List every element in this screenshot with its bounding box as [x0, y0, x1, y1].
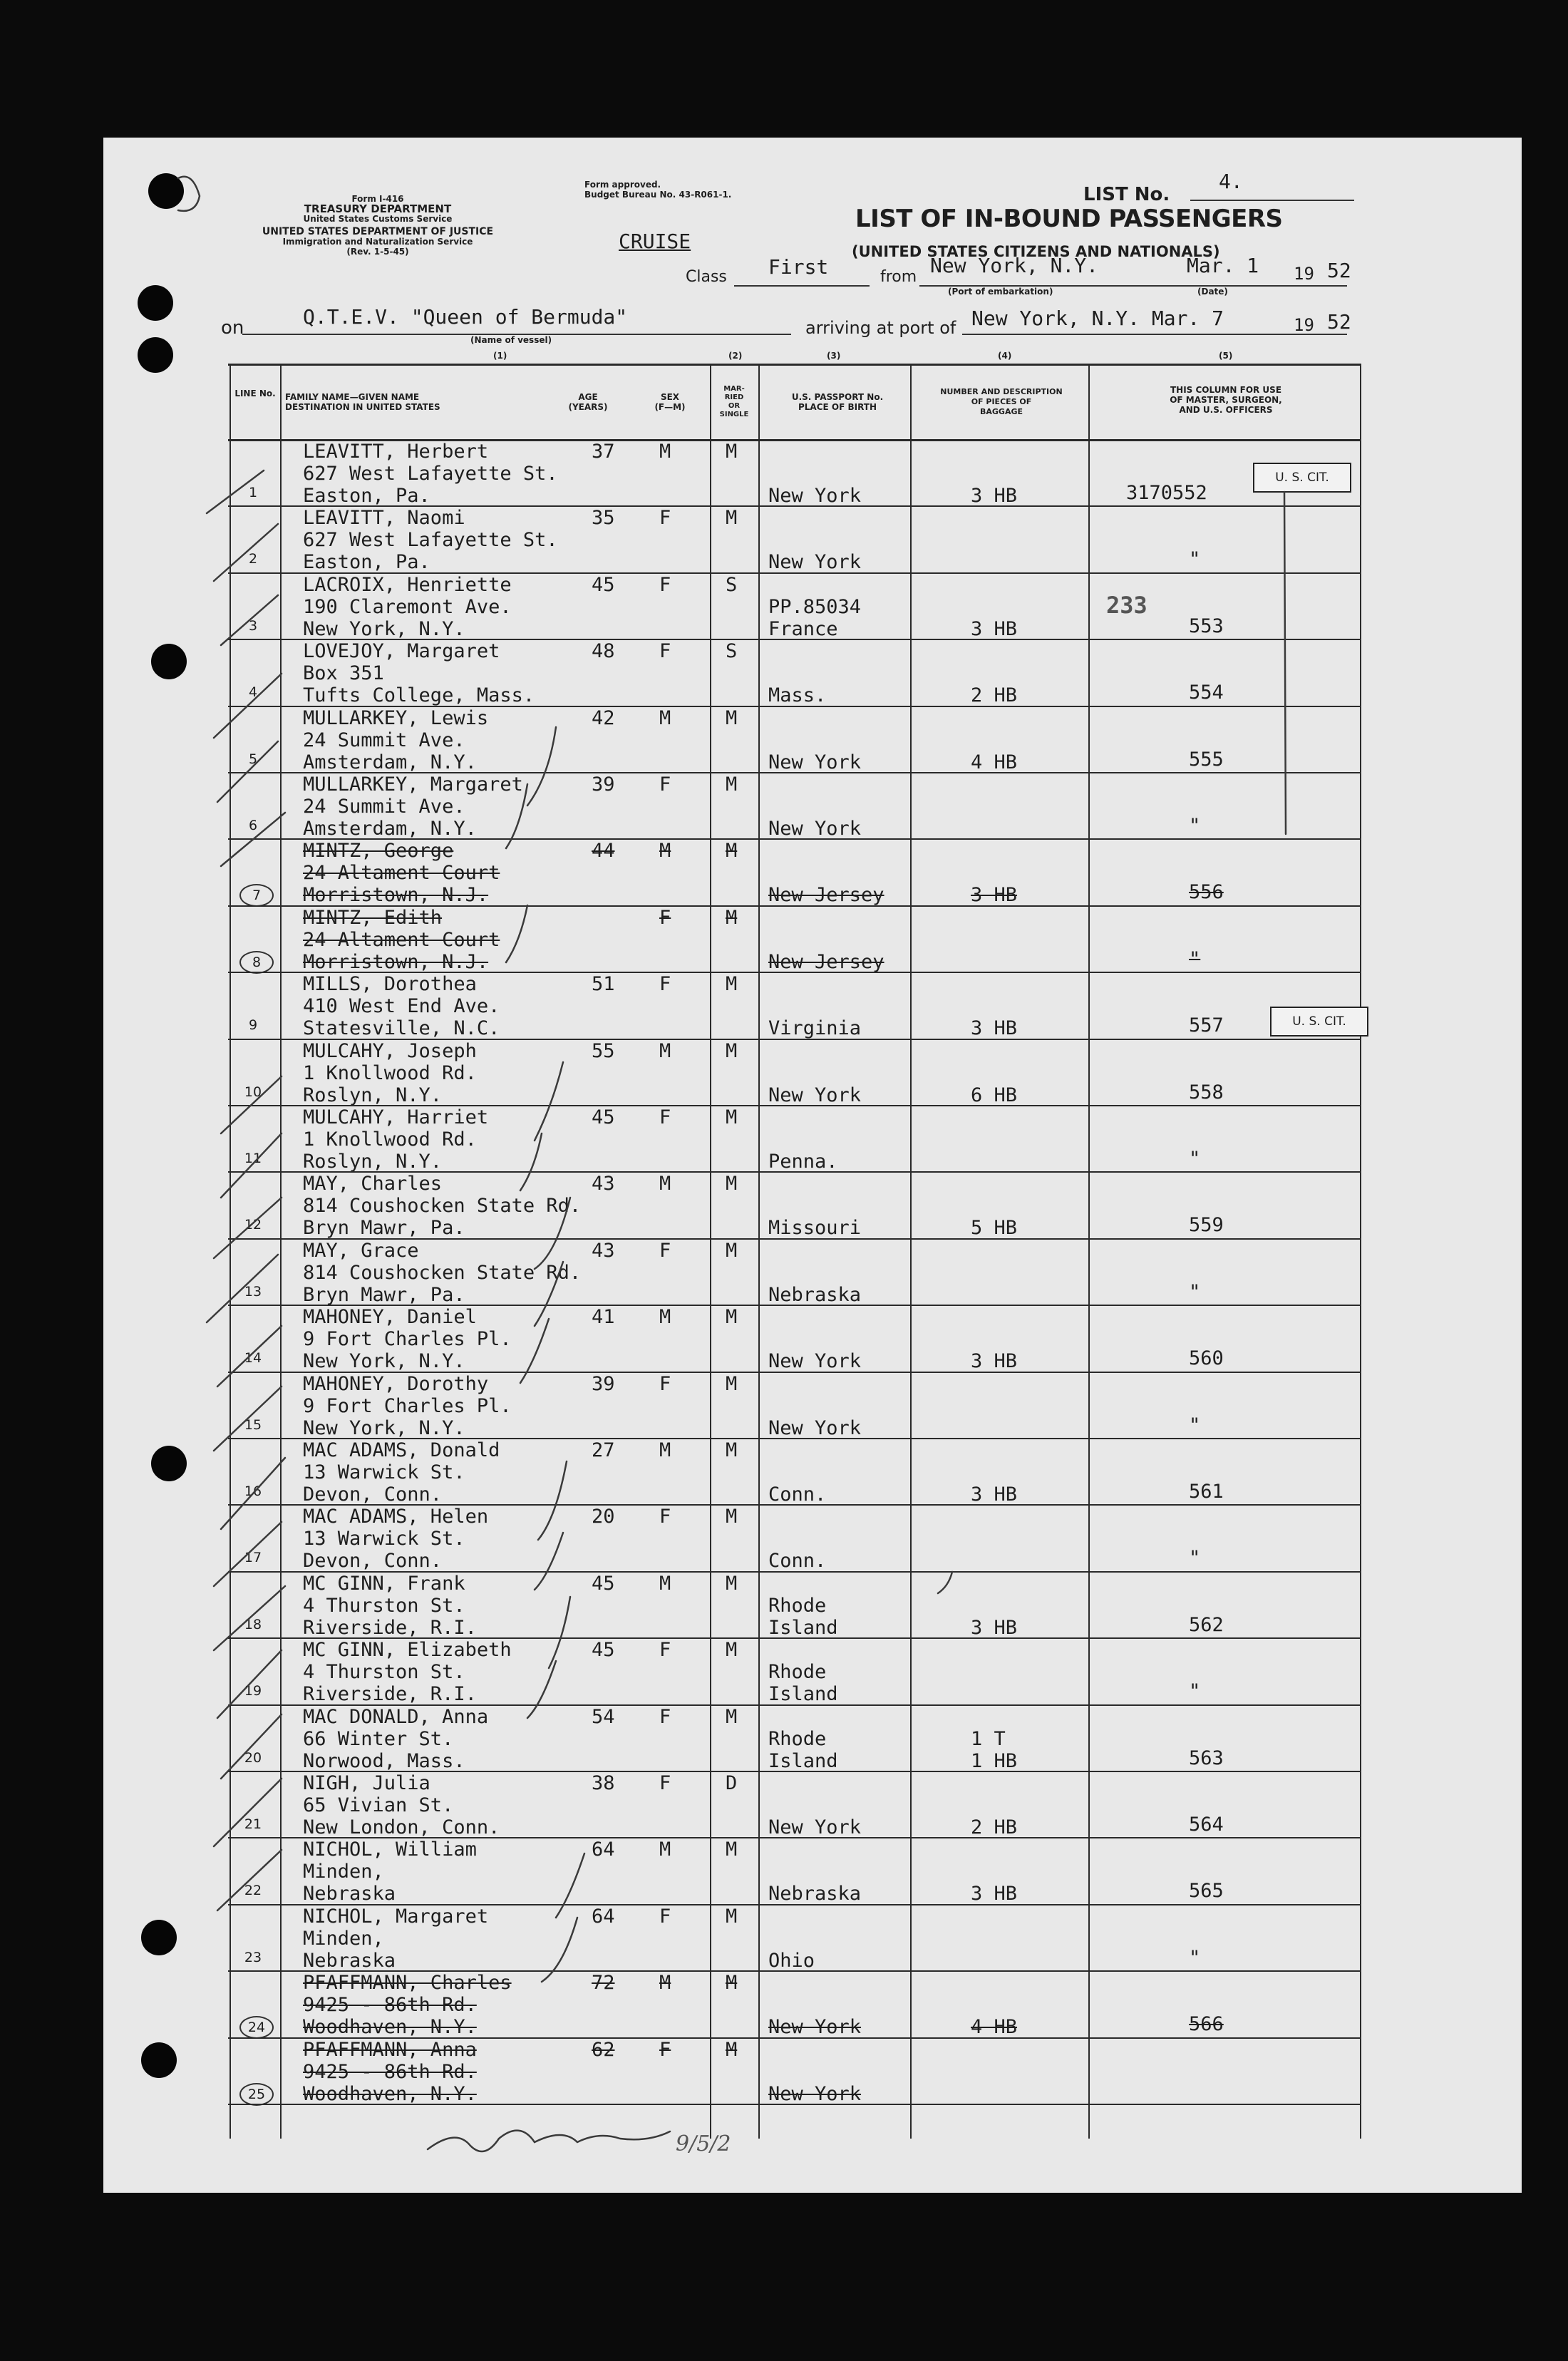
passenger-birthplace: Island [768, 1616, 838, 1639]
passenger-age: 27 [592, 1439, 615, 1461]
officer-number: 562 [1189, 1613, 1224, 1636]
passenger-address-line2: Norwood, Mass. [303, 1749, 465, 1772]
baggage-description: 3 HB [971, 617, 1018, 640]
passenger-birthplace: Nebraska [768, 1283, 862, 1306]
baggage-description: 3 HB [971, 1616, 1018, 1639]
passenger-marital-status: M [726, 1106, 738, 1128]
col-header-baggage: NUMBER AND DESCRIPTION OF PIECES OF BAGGAGE [940, 387, 1063, 416]
line-number: 23 [244, 1949, 262, 1965]
baggage-description: 4 HB [971, 751, 1018, 773]
passenger-name: LACROIX, Henriette [303, 573, 512, 596]
officer-number: 554 [1189, 681, 1224, 704]
passenger-marital-status: M [726, 973, 738, 996]
col-header-married: MAR- RIED OR SINGLE [719, 385, 749, 418]
officer-number: " [1189, 548, 1201, 571]
passenger-age: 38 [592, 1772, 615, 1794]
officer-number: 553 [1189, 614, 1224, 637]
col-header-passport: U.S. PASSPORT No. PLACE OF BIRTH [791, 392, 884, 412]
passenger-sex: F [659, 1239, 671, 1262]
from-label: from [880, 268, 917, 286]
passenger-address-line1: 410 West End Ave. [303, 995, 500, 1018]
passenger-name: MAHONEY, Dorothy [303, 1372, 489, 1395]
passenger-sex: F [659, 1905, 671, 1928]
passenger-marital-status: M [726, 1372, 738, 1395]
cruise-label: CRUISE [619, 230, 691, 253]
line-number: 1 [248, 485, 258, 500]
passenger-marital-status: M [726, 840, 738, 863]
officer-number: 559 [1189, 1214, 1224, 1237]
officer-number: " [1189, 1414, 1201, 1436]
passenger-sex: F [659, 1639, 671, 1662]
passenger-address-line2: Nebraska [303, 1883, 396, 1905]
passenger-age: 39 [592, 1372, 615, 1395]
passenger-marital-status: M [726, 1239, 738, 1262]
passenger-address-line2: Nebraska [303, 1949, 396, 1972]
officer-number: 557 [1189, 1014, 1224, 1037]
passenger-address-line1: 9 Fort Charles Pl. [303, 1328, 512, 1351]
baggage-description: 3 HB [971, 1883, 1018, 1905]
passenger-age: 51 [592, 973, 615, 996]
passenger-birthplace: New York [768, 1816, 862, 1838]
passenger-address-line2: Bryn Mawr, Pa. [303, 1217, 465, 1240]
officer-number: 556 [1189, 881, 1224, 904]
line-number: 8 [239, 951, 274, 974]
passenger-birthplace: Nebraska [768, 1883, 862, 1905]
passenger-birthplace: New Jersey [768, 884, 884, 907]
passenger-passport: Rhode [768, 1727, 827, 1750]
officer-number: " [1189, 815, 1201, 837]
officer-number: 564 [1189, 1814, 1224, 1836]
passenger-sex: M [659, 1306, 671, 1329]
column-number: (2) [728, 351, 743, 361]
passenger-address-line2: Woodhaven, N.Y. [303, 2016, 477, 2039]
officer-number: 558 [1189, 1081, 1224, 1104]
agency-line: (Rev. 1-5-45) [346, 247, 409, 257]
passenger-age: 43 [592, 1239, 615, 1262]
passenger-birthplace: New York [768, 2016, 862, 2039]
passenger-name: MAHONEY, Daniel [303, 1306, 477, 1329]
passenger-marital-status: M [726, 1173, 738, 1195]
passenger-sex: F [659, 1106, 671, 1128]
passenger-name: MAC ADAMS, Helen [303, 1506, 489, 1528]
passenger-birthplace: New York [768, 1084, 862, 1106]
passenger-birthplace: Island [768, 1683, 838, 1706]
passenger-age: 48 [592, 640, 615, 663]
from-year-prefix: 19 [1294, 264, 1314, 284]
col-header-sex: SEX (F—M) [654, 392, 686, 412]
class-label: Class [686, 268, 727, 286]
line-number: 4 [248, 684, 258, 701]
passenger-address-line1: 24 Altament Court [303, 928, 500, 951]
officer-number: " [1189, 1280, 1201, 1303]
signature-date-note: 9/5/2 [676, 2131, 731, 2156]
passenger-passport: Rhode [768, 1594, 827, 1617]
passenger-address-line1: 9 Fort Charles Pl. [303, 1394, 512, 1417]
passenger-address-line1: 627 West Lafayette St. [303, 463, 558, 485]
on-label: on [221, 317, 244, 339]
form-number: Form I-416 [351, 194, 404, 204]
passenger-marital-status: M [726, 1838, 738, 1861]
passenger-address-line2: Riverside, R.I. [303, 1683, 477, 1706]
passenger-address-line2: New London, Conn. [303, 1816, 500, 1838]
passenger-sex: M [659, 1838, 671, 1861]
passenger-address-line2: Amsterdam, N.Y. [303, 818, 477, 840]
passenger-name: PFAFFMANN, Charles [303, 1972, 512, 1995]
arriving-label: arriving at port of [805, 318, 956, 338]
us-citizen-stamp: U. S. CIT. [1270, 1007, 1368, 1037]
line-number: 11 [244, 1151, 262, 1166]
passenger-sex: F [659, 906, 671, 929]
passenger-birthplace: Penna. [768, 1151, 838, 1173]
baggage-description: 4 HB [971, 2016, 1018, 2039]
passenger-marital-status: M [726, 906, 738, 929]
passenger-birthplace: Island [768, 1749, 838, 1772]
passenger-birthplace: New York [768, 1416, 862, 1439]
col-header-line: LINE No. [234, 389, 276, 398]
arrival-year: 52 [1327, 310, 1351, 334]
passenger-address-line1: 66 Winter St. [303, 1727, 454, 1750]
line-number: 16 [244, 1483, 262, 1499]
officer-number: 563 [1189, 1747, 1224, 1769]
passenger-name: MAY, Charles [303, 1173, 443, 1195]
line-number: 9 [248, 1017, 258, 1034]
passenger-name: MAY, Grace [303, 1239, 419, 1262]
line-number: 12 [244, 1217, 262, 1233]
passenger-marital-status: M [726, 2038, 738, 2061]
passenger-sex: F [659, 1772, 671, 1794]
passenger-address-line1: 190 Claremont Ave. [303, 595, 512, 618]
passenger-age: 45 [592, 1572, 615, 1595]
line-number: 22 [244, 1883, 262, 1899]
passenger-age: 64 [592, 1905, 615, 1928]
line-number: 19 [244, 1683, 262, 1699]
passenger-name: MULCAHY, Harriet [303, 1106, 489, 1128]
baggage-description: 3 HB [971, 1017, 1018, 1040]
passenger-age: 64 [592, 1838, 615, 1861]
passenger-passport: Rhode [768, 1661, 827, 1684]
passenger-marital-status: M [726, 507, 738, 530]
line-number: 13 [244, 1283, 262, 1300]
officer-number: " [1189, 1680, 1201, 1703]
passenger-marital-status: M [726, 1972, 738, 1995]
passenger-marital-status: M [726, 1905, 738, 1928]
passenger-sex: F [659, 773, 671, 796]
passenger-address-line1: 1 Knollwood Rd. [303, 1128, 477, 1151]
list-no-value: 4. [1219, 170, 1243, 193]
passenger-sex: F [659, 1506, 671, 1528]
line-number: 18 [244, 1616, 262, 1632]
passenger-marital-status: M [726, 706, 738, 729]
arrival-port: New York, N.Y. Mar. 7 [971, 307, 1224, 330]
passenger-address-line1: 1 Knollwood Rd. [303, 1061, 477, 1084]
officer-overwrite-note: 233 [1106, 592, 1147, 619]
officer-number: " [1189, 1547, 1201, 1570]
passenger-name: LOVEJOY, Margaret [303, 640, 500, 663]
passenger-address-line1: 13 Warwick St. [303, 1528, 465, 1550]
passenger-birthplace: New York [768, 818, 862, 840]
passenger-age: 35 [592, 507, 615, 530]
line-number: 5 [248, 751, 258, 767]
passenger-sex: M [659, 706, 671, 729]
agency-line: UNITED STATES DEPARTMENT OF JUSTICE [262, 226, 494, 237]
port-caption: (Port of embarkation) [948, 287, 1053, 297]
passenger-birthplace: Missouri [768, 1217, 862, 1240]
passenger-address-line2: New York, N.Y. [303, 617, 465, 640]
passenger-sex: F [659, 640, 671, 663]
passenger-age: 43 [592, 1173, 615, 1195]
passenger-birthplace: New York [768, 1350, 862, 1373]
baggage-line1: 1 T [971, 1727, 1006, 1750]
passenger-age: 45 [592, 1639, 615, 1662]
line-number: 25 [239, 2083, 274, 2106]
passenger-name: MC GINN, Frank [303, 1572, 465, 1595]
passenger-marital-status: M [726, 1039, 738, 1062]
passenger-address-line2: New York, N.Y. [303, 1416, 465, 1439]
passenger-age: 37 [592, 441, 615, 463]
passenger-name: MINTZ, Edith [303, 906, 443, 929]
vessel-caption: (Name of vessel) [470, 335, 552, 345]
line-number: 2 [248, 551, 258, 567]
passenger-marital-status: D [726, 1772, 738, 1794]
passenger-birthplace: France [768, 617, 838, 640]
passenger-birthplace: New York [768, 485, 862, 507]
line-number: 17 [244, 1550, 262, 1566]
passenger-sex: M [659, 441, 671, 463]
passenger-age: 62 [592, 2038, 615, 2061]
agency-line: TREASURY DEPARTMENT [304, 202, 452, 215]
date-caption: (Date) [1197, 287, 1228, 297]
passenger-sex: M [659, 1572, 671, 1595]
list-no-label: LIST No. [1083, 184, 1170, 205]
passenger-age: 44 [592, 840, 615, 863]
passenger-birthplace: Conn. [768, 1550, 827, 1573]
line-number: 24 [239, 2016, 274, 2039]
passenger-marital-status: M [726, 1705, 738, 1728]
passenger-address-line2: Amsterdam, N.Y. [303, 751, 477, 773]
class-value: First [768, 255, 829, 279]
passenger-address-line1: 4 Thurston St. [303, 1661, 465, 1684]
passenger-age: 20 [592, 1506, 615, 1528]
col-header-age: AGE (YEARS) [568, 392, 608, 412]
passenger-address-line2: Tufts College, Mass. [303, 684, 535, 707]
baggage-description: 6 HB [971, 1084, 1018, 1106]
passenger-address-line2: Riverside, R.I. [303, 1616, 477, 1639]
passenger-name: MINTZ, George [303, 840, 454, 863]
column-number: (3) [827, 351, 841, 361]
passenger-birthplace: New York [768, 551, 862, 574]
passenger-marital-status: M [726, 1506, 738, 1528]
passenger-name: MULCAHY, Joseph [303, 1039, 477, 1062]
column-number: (4) [998, 351, 1012, 361]
passenger-address-line2: Woodhaven, N.Y. [303, 2082, 477, 2105]
line-number: 10 [244, 1084, 262, 1100]
baggage-description: 2 HB [971, 684, 1018, 707]
passenger-sex: F [659, 1372, 671, 1395]
officer-number: " [1189, 1946, 1201, 1969]
passenger-age: 45 [592, 1106, 615, 1128]
passenger-age: 42 [592, 706, 615, 729]
officer-number: 561 [1189, 1481, 1224, 1503]
agency-line: Immigration and Naturalization Service [282, 237, 473, 247]
passenger-birthplace: New Jersey [768, 950, 884, 973]
officer-number: 3170552 [1126, 482, 1207, 504]
passenger-name: MC GINN, Elizabeth [303, 1639, 512, 1662]
baggage-description: 3 HB [971, 1350, 1018, 1373]
line-number: 6 [248, 818, 258, 833]
budget-line: Budget Bureau No. 43-R061-1. [584, 190, 732, 200]
passenger-sex: M [659, 1972, 671, 1995]
passenger-sex: F [659, 573, 671, 596]
officer-number: 566 [1189, 2013, 1224, 2036]
passenger-sex: F [659, 973, 671, 996]
passenger-sex: F [659, 507, 671, 530]
passenger-address-line2: Morristown, N.J. [303, 950, 489, 973]
from-year: 52 [1327, 259, 1351, 282]
passenger-name: MULLARKEY, Margaret [303, 773, 523, 796]
passenger-age: 54 [592, 1705, 615, 1728]
passenger-address-line1: 9425 - 86th Rd. [303, 1994, 477, 2017]
passenger-address-line1: Minden, [303, 1927, 384, 1950]
passenger-marital-status: M [726, 773, 738, 796]
passenger-address-line2: Roslyn, N.Y. [303, 1084, 443, 1106]
line-number: 21 [244, 1816, 262, 1832]
passenger-address-line2: Devon, Conn. [303, 1483, 443, 1506]
passenger-sex: F [659, 2038, 671, 2061]
passenger-address-line2: Devon, Conn. [303, 1550, 443, 1573]
passenger-address-line1: 4 Thurston St. [303, 1594, 465, 1617]
passenger-address-line1: 13 Warwick St. [303, 1461, 465, 1483]
passenger-birthplace: Virginia [768, 1017, 862, 1040]
column-number: (1) [493, 351, 507, 361]
passenger-sex: M [659, 1039, 671, 1062]
officer-number: 555 [1189, 748, 1224, 771]
passenger-age: 72 [592, 1972, 615, 1995]
passenger-birthplace: Mass. [768, 684, 827, 707]
passenger-address-line1: Box 351 [303, 662, 384, 685]
passenger-name: MAC ADAMS, Donald [303, 1439, 500, 1461]
passenger-age: 55 [592, 1039, 615, 1062]
col-header-name: FAMILY NAME—GIVEN NAME DESTINATION IN UNITED STATES [285, 392, 440, 412]
passenger-birthplace: Ohio [768, 1949, 815, 1972]
page-title: LIST OF IN-BOUND PASSENGERS [855, 205, 1283, 233]
passenger-address-line1: 9425 - 86th Rd. [303, 2060, 477, 2083]
vessel-name: Q.T.E.V. "Queen of Bermuda" [303, 305, 628, 329]
line-number: 14 [244, 1350, 262, 1367]
passenger-name: NICHOL, Margaret [303, 1905, 489, 1928]
passenger-birthplace: New York [768, 751, 862, 773]
passenger-name: LEAVITT, Herbert [303, 441, 489, 463]
baggage-description: 5 HB [971, 1217, 1018, 1240]
passenger-address-line1: 627 West Lafayette St. [303, 529, 558, 552]
passenger-address-line1: 24 Summit Ave. [303, 729, 465, 751]
us-citizen-stamp: U. S. CIT. [1253, 463, 1351, 493]
line-number: 15 [244, 1416, 262, 1433]
passenger-name: MULLARKEY, Lewis [303, 706, 489, 729]
passenger-sex: M [659, 1173, 671, 1195]
passenger-address-line2: Easton, Pa. [303, 485, 430, 507]
officer-number: " [1189, 1148, 1201, 1170]
passenger-marital-status: M [726, 1306, 738, 1329]
passenger-birthplace: Conn. [768, 1483, 827, 1506]
passenger-age: 41 [592, 1306, 615, 1329]
passenger-address-line2: Bryn Mawr, Pa. [303, 1283, 465, 1306]
passenger-name: MAC DONALD, Anna [303, 1705, 489, 1728]
agency-line: United States Customs Service [303, 214, 453, 224]
passenger-address-line1: 24 Altament Court [303, 862, 500, 885]
passenger-address-line1: Minden, [303, 1861, 384, 1883]
passenger-marital-status: M [726, 1639, 738, 1662]
baggage-description: 1 HB [971, 1749, 1018, 1772]
passenger-birthplace: New York [768, 2082, 862, 2105]
baggage-description: 3 HB [971, 884, 1018, 907]
passenger-age: 45 [592, 573, 615, 596]
baggage-description: 2 HB [971, 1816, 1018, 1838]
passenger-address-line2: Statesville, N.C. [303, 1017, 500, 1040]
passenger-address-line1: 24 Summit Ave. [303, 796, 465, 818]
passenger-name: PFAFFMANN, Anna [303, 2038, 477, 2061]
from-port: New York, N.Y. [930, 254, 1099, 277]
passenger-marital-status: S [726, 573, 738, 596]
budget-line: Form approved. [584, 180, 661, 190]
from-date: Mar. 1 [1187, 254, 1259, 277]
officer-number: 565 [1189, 1880, 1224, 1903]
line-number: 20 [244, 1749, 262, 1766]
passenger-address-line2: Easton, Pa. [303, 551, 430, 574]
line-number: 7 [239, 884, 274, 907]
passenger-sex: M [659, 1439, 671, 1461]
passenger-address-line1: 65 Vivian St. [303, 1794, 454, 1816]
passenger-passport: PP.85034 [768, 595, 862, 618]
col-header-officers: THIS COLUMN FOR USE OF MASTER, SURGEON, AND U.S. OFFICERS [1170, 385, 1282, 415]
passenger-name: NICHOL, William [303, 1838, 477, 1861]
passenger-marital-status: S [726, 640, 738, 663]
passenger-name: MILLS, Dorothea [303, 973, 477, 996]
passenger-address-line2: Roslyn, N.Y. [303, 1151, 443, 1173]
passenger-address-line2: Morristown, N.J. [303, 884, 489, 907]
officer-number: 560 [1189, 1347, 1224, 1370]
baggage-description: 3 HB [971, 485, 1018, 507]
passenger-sex: F [659, 1705, 671, 1728]
subtitle: (UNITED STATES CITIZENS AND NATIONALS) [852, 243, 1220, 260]
passenger-marital-status: M [726, 441, 738, 463]
passenger-sex: M [659, 840, 671, 863]
arrival-year-prefix: 19 [1294, 315, 1314, 335]
passenger-age: 39 [592, 773, 615, 796]
officer-number: " [1189, 947, 1201, 970]
passenger-marital-status: M [726, 1572, 738, 1595]
passenger-address-line2: New York, N.Y. [303, 1350, 465, 1373]
passenger-name: LEAVITT, Naomi [303, 507, 465, 530]
passenger-address-line1: 814 Coushocken State Rd. [303, 1261, 582, 1284]
baggage-description: 3 HB [971, 1483, 1018, 1506]
passenger-address-line1: 814 Coushocken State Rd. [303, 1195, 582, 1218]
passenger-marital-status: M [726, 1439, 738, 1461]
column-number: (5) [1219, 351, 1233, 361]
line-number: 3 [248, 617, 258, 634]
passenger-name: NIGH, Julia [303, 1772, 430, 1794]
